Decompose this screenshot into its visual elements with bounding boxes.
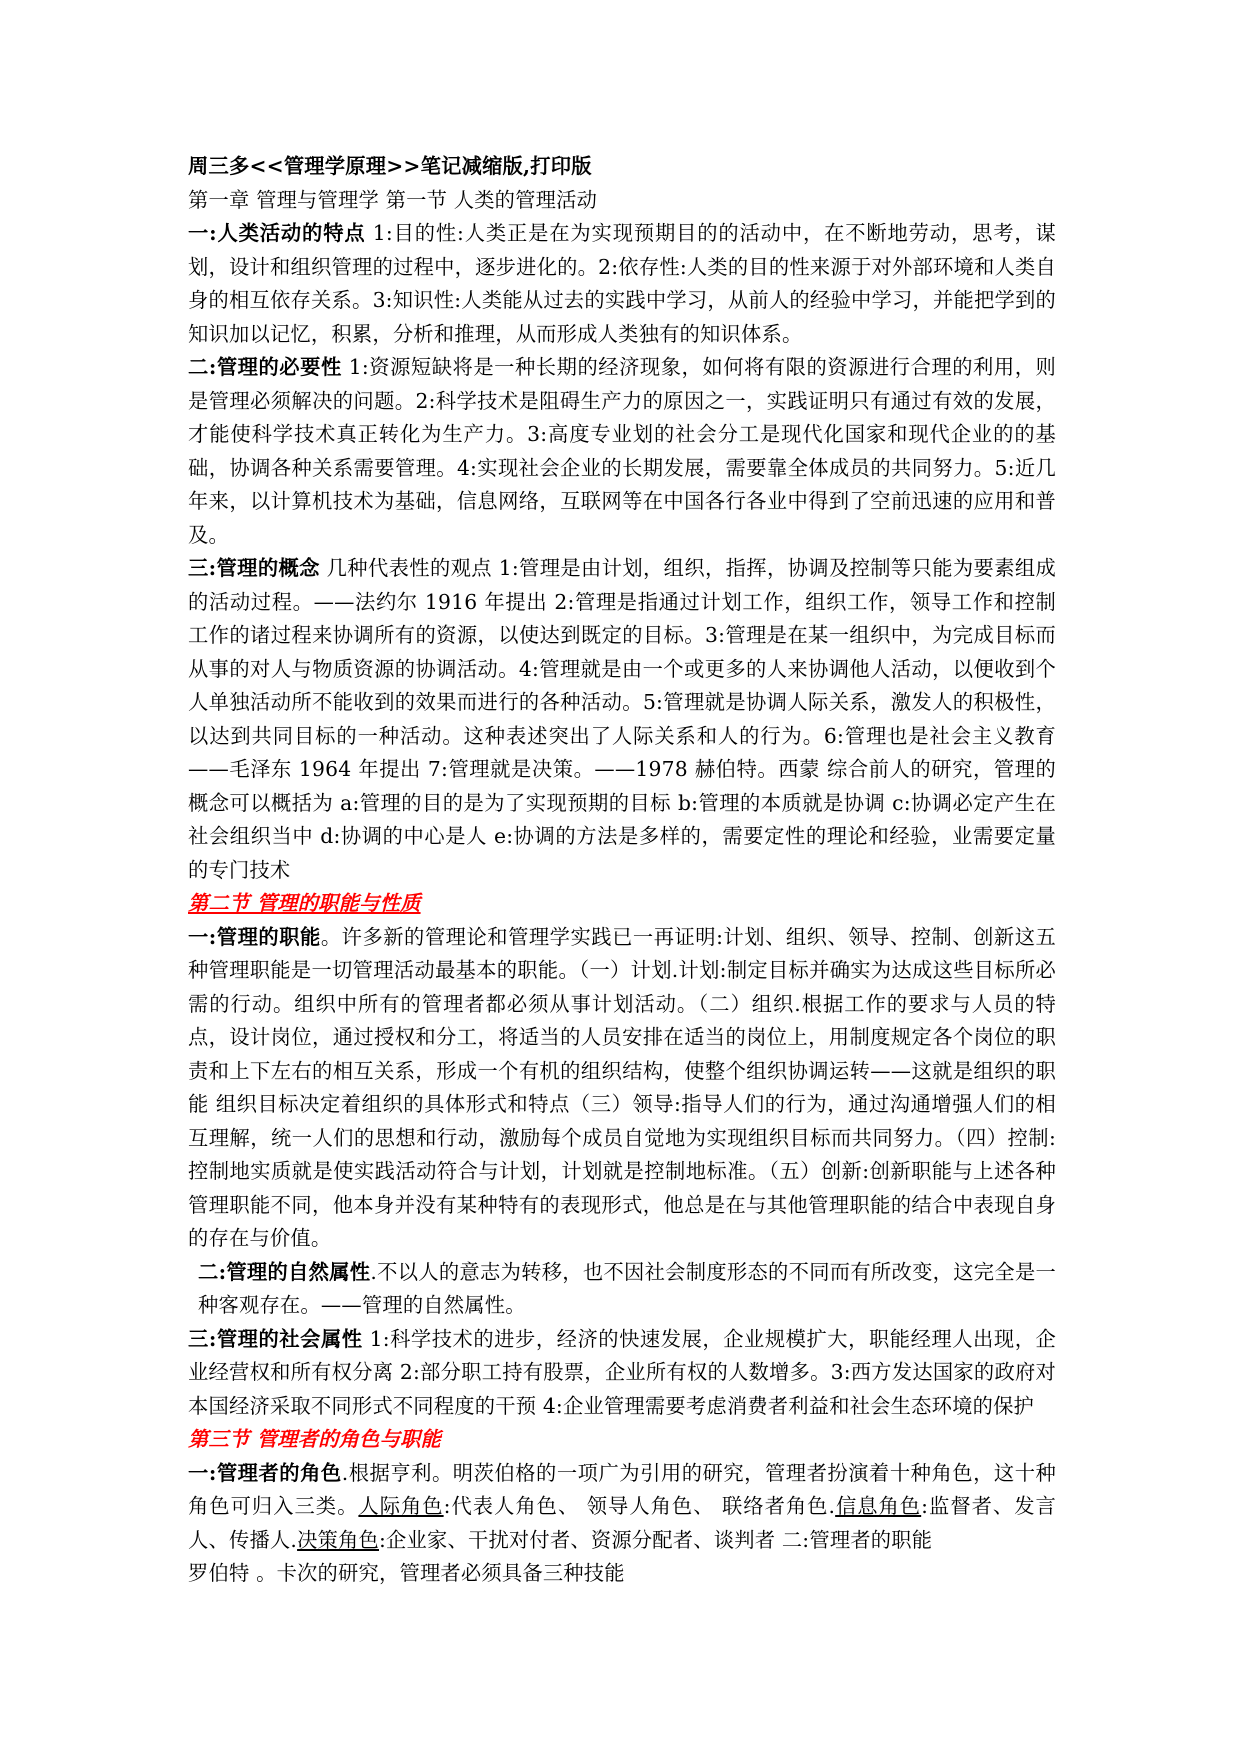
- paragraph-body: :企业家、干扰对付者、资源分配者、谈判者 二:管理者的职能: [379, 1527, 933, 1552]
- paragraph-human-activity: [188, 217, 1056, 351]
- interpersonal-role-term: 人际角色: [358, 1494, 444, 1518]
- informational-role-term: 信息角色: [835, 1494, 922, 1518]
- paragraph-manager-roles: [188, 1457, 1056, 1558]
- paragraph-heading: 三:管理的社会属性: [188, 1326, 363, 1351]
- paragraph-body: 1:科学技术的进步，经济的快速发展，企业规模扩大，职能经理人出现，企业经营权和所有权分离 2:部分职工持有股票，企业所有权的人数增多。3:西方发达国家的政府对本国经济采取不同形式不同程度的干预 4:企业管理需要考虑消费者利益和社会生态环境的保护: [188, 1326, 1057, 1418]
- section-heading-3: 第三节 管理者的角色与职能: [188, 1427, 442, 1451]
- paragraph-body: :代表人角色、 领导人角色、 联络者角色.: [443, 1494, 836, 1518]
- chapter-heading: 第一章 管理与管理学 第一节 人类的管理活动: [188, 187, 598, 212]
- document-title: 周三多<<管理学原理>>笔记减缩版,打印版: [188, 154, 592, 178]
- paragraph-social-attribute: [188, 1323, 1056, 1424]
- section-heading-2: 第二节 管理的职能与性质: [188, 891, 421, 915]
- decisional-role-term: 决策角色: [297, 1527, 379, 1552]
- paragraph-natural-attribute: [188, 1256, 1056, 1323]
- paragraph-management-functions: [188, 921, 1056, 1256]
- paragraph-body: .根据亨利。明茨伯格的一项广为引用的研究，管理者扮演着十种角色，这十种角色可归入三类。: [188, 1460, 1057, 1518]
- paragraph-heading: 二:管理的必要性: [188, 355, 342, 379]
- paragraph-heading: 一:人类活动的特点: [188, 221, 366, 245]
- paragraph-heading: 三:管理的概念: [188, 556, 320, 580]
- paragraph-heading: 一:管理者的角色: [188, 1460, 342, 1485]
- paragraph-body: 几种代表性的观点 1:管理是由计划，组织，指挥，协调及控制等只能为要素组成的活动过程。——法约尔 1916 年提出 2:管理是指通过计划工作，组织工作，领导工作和控制工作的诸过程来协调所有的资源，以使达到既定的目标。3:管理是在某一组织中，为完成目标而从事的对人与物质资源的协调活动。4:管理就是由一个或更多的人来协调他人活动，以便收到个人单独活动所不能收到的效果而进行的各种活动。5:管理就是协调人际关系，激发人的积极性，以达到共同目标的一种活动。这种表述突出了人际关系和人的行为。6:管理也是社会主义教育——毛泽东 1964 年提出 7:管理就是决策。——1978 赫伯特。西蒙 综合前人的研究，管理的概念可以概括为 a:管理的目的是为了实现预期的目标 b:管理的本质就是协调 c:协调必定产生在社会组织当中 d:协调的中心是人 e:协调的方法是多样的，需要定性的理论和经验，业需要定量的专门技术: [188, 556, 1057, 882]
- paragraph-body: 。许多新的管理论和管理学实践已一再证明:计划、组织、领导、控制、创新这五种管理职能是一切管理活动最基本的职能。（一）计划.计划:制定目标并确实为达成这些目标所必需的行动。组织中所有的管理者都必须从事计划活动。（二）组织.根据工作的要求与人员的特点，设计岗位，通过授权和分工，将适当的人员安排在适当的岗位上，用制度规定各个岗位的职责和上下左右的相互关系，形成一个有机的组织结构，使整个组织协调运转——这就是组织的职能 组织目标决定着组织的具体形式和特点（三）领导:指导人们的行为，通过沟通增强人们的相互理解，统一人们的思想和行动，激励每个成员自觉地为实现组织目标而共同努力。（四）控制:控制地实质就是使实践活动符合与计划，计划就是控制地标准。（五）创新:创新职能与上述各种管理职能不同，他本身并没有某种特有的表现形式，他总是在与其他管理职能的结合中表现自身的存在与价值。: [188, 924, 1056, 1250]
- paragraph-heading: 二:管理的自然属性: [198, 1259, 371, 1284]
- paragraph-heading: 一:管理的职能: [188, 924, 321, 949]
- paragraph-manager-skills: 罗伯特 。卡次的研究，管理者必须具备三种技能: [188, 1561, 625, 1585]
- paragraph-body: :监督者、发言人、传播人.: [188, 1494, 1057, 1552]
- paragraph-body: .不以人的意志为转移，也不因社会制度形态的不同而有所改变，这完全是一种客观存在。——管理的自然属性。: [198, 1259, 1057, 1317]
- paragraph-management-necessity: [188, 351, 1056, 552]
- document-page: [188, 150, 1056, 1591]
- paragraph-management-concept: [188, 552, 1056, 887]
- paragraph-body: 1:目的性:人类正是在为实现预期目的的活动中，在不断地劳动，思考，谋划，设计和组织管理的过程中，逐步进化的。2:依存性:人类的目的性来源于对外部环境和人类自身的相互依存关系。3:知识性:人类能从过去的实践中学习，从前人的经验中学习，并能把学到的知识加以记忆，积累，分析和推理，从而形成人类独有的知识体系。: [188, 221, 1056, 346]
- paragraph-body: 1:资源短缺将是一种长期的经济现象，如何将有限的资源进行合理的利用，则是管理必须解决的问题。2:科学技术是阻碍生产力的原因之一，实践证明只有通过有效的发展，才能使科学技术真正转化为生产力。3:高度专业划的社会分工是现代化国家和现代企业的的基础，协调各种关系需要管理。4:实现社会企业的长期发展，需要靠全体成员的共同努力。5:近几年来，以计算机技术为基础，信息网络，互联网等在中国各行各业中得到了空前迅速的应用和普及。: [188, 355, 1056, 547]
